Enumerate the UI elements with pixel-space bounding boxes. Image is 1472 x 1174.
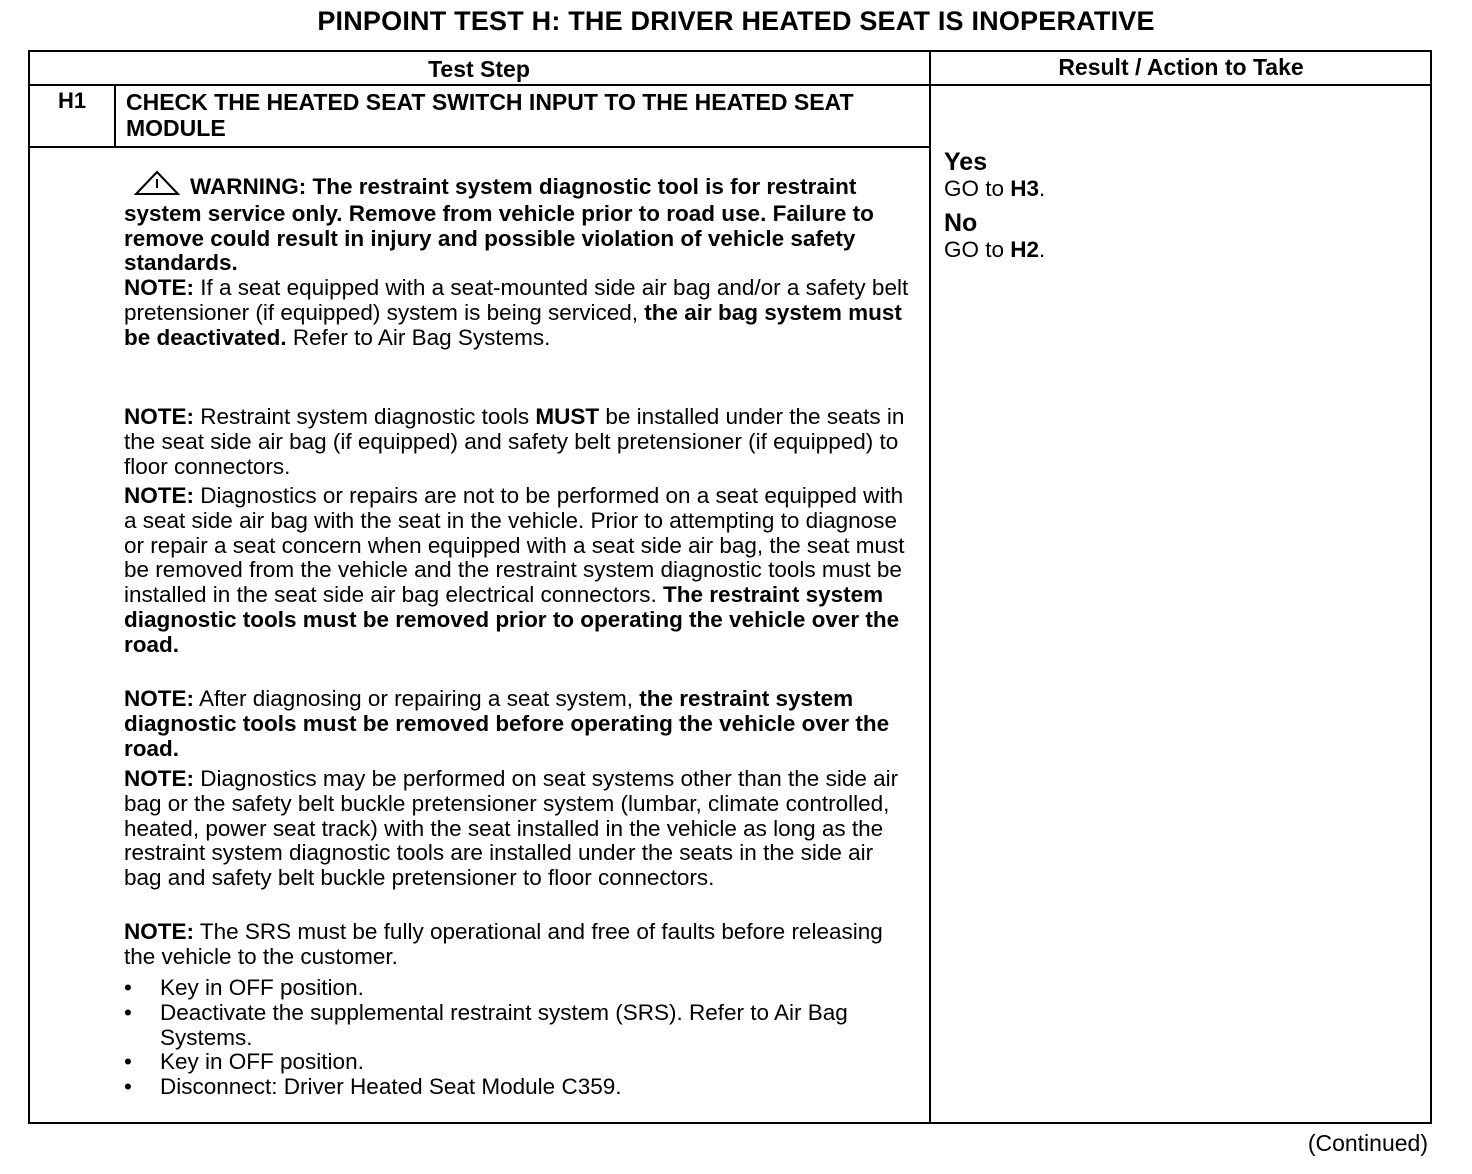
result-no-label: No (944, 209, 978, 237)
bullet-icon: • (124, 1049, 132, 1075)
warning-text: The restraint system diagnostic tool is for restraint system service only. Remove from vehicle prior to road use. Failure to remove could result in injury and possible violation of vehicle safety standards. (124, 174, 874, 276)
note-text: be installed under the seats in the seat side air bag (if equipped) and safety belt pretensioner (if equipped) to floor connectors. (124, 404, 905, 479)
bullet-icon: • (124, 999, 132, 1025)
warning-label: WARNING: (190, 174, 307, 199)
continued-label: (Continued) (1307, 1130, 1428, 1156)
bullet-icon: • (124, 975, 132, 1000)
note-label: NOTE: (124, 766, 194, 791)
note-text: After diagnosing or repairing a seat system, (199, 686, 640, 711)
header-divider (28, 84, 1432, 86)
step-title: CHECK THE HEATED SEAT SWITCH INPUT TO THE HEATED SEAT MODULE (126, 89, 854, 141)
list-item (124, 976, 914, 1001)
note-text: If a seat equipped with a seat-mounted side air bag and/or a safety belt pretensioner (if equipped) system is being serviced, (124, 275, 909, 325)
list-item (124, 1050, 914, 1075)
note-2 (124, 405, 914, 479)
bullet-icon: • (124, 1074, 132, 1100)
note-label: NOTE: (124, 483, 194, 508)
note-label: NOTE: (124, 404, 194, 429)
note-text: Diagnostics or repairs are not to be performed on a seat equipped with a seat side air bag with the seat in the vehicle. Prior to attempting to diagnose or repair a seat concern when equipped with a seat side air bag, the seat must be removed from the vehicle and the restraint system diagnostic tools must be installed in the seat side air bag electrical connectors. (124, 483, 905, 608)
action-list (124, 976, 914, 1100)
header-test-step: Test Step (428, 56, 530, 82)
list-item-text: Disconnect: Driver Heated Seat Module C359. (160, 1074, 622, 1100)
note-text: The SRS must be fully operational and free of faults before releasing the vehicle to the customer. (124, 919, 883, 969)
warning-block (124, 170, 914, 276)
note-3 (124, 484, 914, 658)
result-action-text: GO to (944, 176, 1011, 201)
list-item (124, 1075, 914, 1100)
list-item-text: Key in OFF position. (160, 975, 364, 1000)
note-emphasis: the air bag system must be deactivated. (124, 299, 902, 350)
result-no-target: H2 (1010, 237, 1040, 262)
result-no-action (944, 237, 1045, 263)
note-1 (124, 276, 914, 350)
note-label: NOTE: (124, 686, 194, 711)
result-yes-label: Yes (944, 148, 988, 176)
note-5 (124, 767, 914, 891)
page-title: PINPOINT TEST H: THE DRIVER HEATED SEAT IS INOPERATIVE (317, 6, 1155, 36)
step-id: H1 (57, 88, 87, 113)
note-6 (124, 920, 914, 970)
column-divider (929, 50, 931, 1124)
list-item-text: Deactivate the supplemental restraint system (SRS). Refer to Air Bag Systems. (160, 999, 848, 1050)
list-item (124, 1001, 914, 1051)
note-label: NOTE: (124, 919, 194, 944)
note-4 (124, 687, 914, 761)
result-yes-action (944, 176, 1045, 202)
note-text: Restraint system diagnostic tools (200, 404, 536, 429)
note-emphasis: MUST (535, 404, 600, 429)
header-result: Result / Action to Take (1058, 54, 1304, 80)
result-action-text: GO to (944, 237, 1011, 262)
result-action-text: . (1039, 237, 1046, 262)
step-title-divider (28, 146, 930, 148)
note-label: NOTE: (124, 275, 194, 300)
note-text: Diagnostics may be performed on seat systems other than the side air bag or the safety belt buckle pretensioner system (lumbar, climate controlled, heated, power seat track) with the seat installed in the vehicle as long as the restraint system diagnostic tools are installed under the seats in the side air bag and safety belt buckle pretensioner to floor connectors. (124, 766, 899, 891)
warning-triangle-icon (134, 170, 180, 202)
list-item-text: Key in OFF position. (160, 1049, 364, 1075)
note-emphasis: the restraint system diagnostic tools must be removed before operating the vehicle over the road. (124, 686, 890, 761)
note-emphasis: The restraint system diagnostic tools must be removed prior to operating the vehicle over the road. (124, 582, 900, 657)
result-action-text: . (1039, 176, 1046, 201)
result-yes-target: H3 (1010, 176, 1040, 201)
note-text: Refer to Air Bag Systems. (286, 324, 551, 350)
